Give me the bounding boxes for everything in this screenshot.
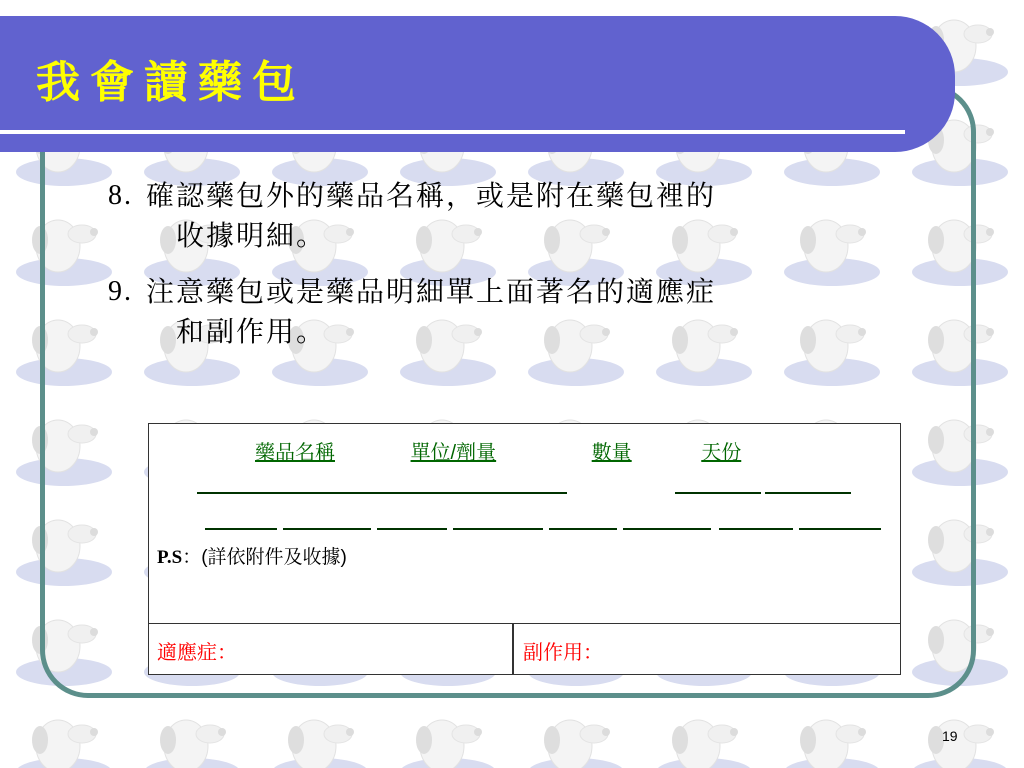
slide-title: 我會讀藥包 — [36, 57, 306, 108]
ps-note — [157, 542, 347, 569]
list-item — [108, 176, 908, 256]
instruction-list — [108, 176, 908, 368]
blank-line — [799, 528, 881, 530]
header-drug-name: 藥品名稱 — [255, 442, 335, 464]
blank-line — [719, 528, 793, 530]
blank-line — [675, 492, 761, 494]
column-divider — [512, 624, 514, 675]
step-number: 9. — [108, 276, 133, 307]
step-text-line2: 收據明細。 — [176, 219, 327, 252]
header-unit-dose: 單位/劑量 — [410, 442, 497, 464]
step-number: 8. — [108, 180, 133, 211]
medication-form — [148, 423, 901, 675]
blank-line — [623, 528, 711, 530]
blank-line — [765, 492, 851, 494]
form-header-row — [255, 436, 855, 465]
blank-line — [377, 528, 447, 530]
blank-line — [549, 528, 617, 530]
step-text-line1: 注意藥包或是藥品明細單上面著名的適應症 — [146, 275, 717, 308]
blank-line — [205, 528, 277, 530]
list-item — [108, 272, 908, 352]
ps-note-text: ：(詳依附件及收據) — [182, 547, 347, 568]
blank-line — [453, 528, 543, 530]
step-text-line1: 確認藥包外的藥品名稱，或是附在藥包裡的 — [146, 179, 717, 212]
form-bottom-row — [149, 623, 900, 675]
header-quantity: 數量 — [591, 442, 632, 464]
blank-line — [283, 528, 371, 530]
title-underline — [0, 130, 905, 134]
header-days: 天份 — [701, 442, 742, 464]
indication-label: 適應症： — [157, 642, 237, 664]
page-number: 19 — [942, 728, 958, 744]
side-effect-label: 副作用： — [523, 642, 603, 664]
ps-prefix: P.S — [157, 547, 183, 568]
blank-line — [197, 492, 567, 494]
step-text-line2: 和副作用。 — [176, 315, 327, 348]
